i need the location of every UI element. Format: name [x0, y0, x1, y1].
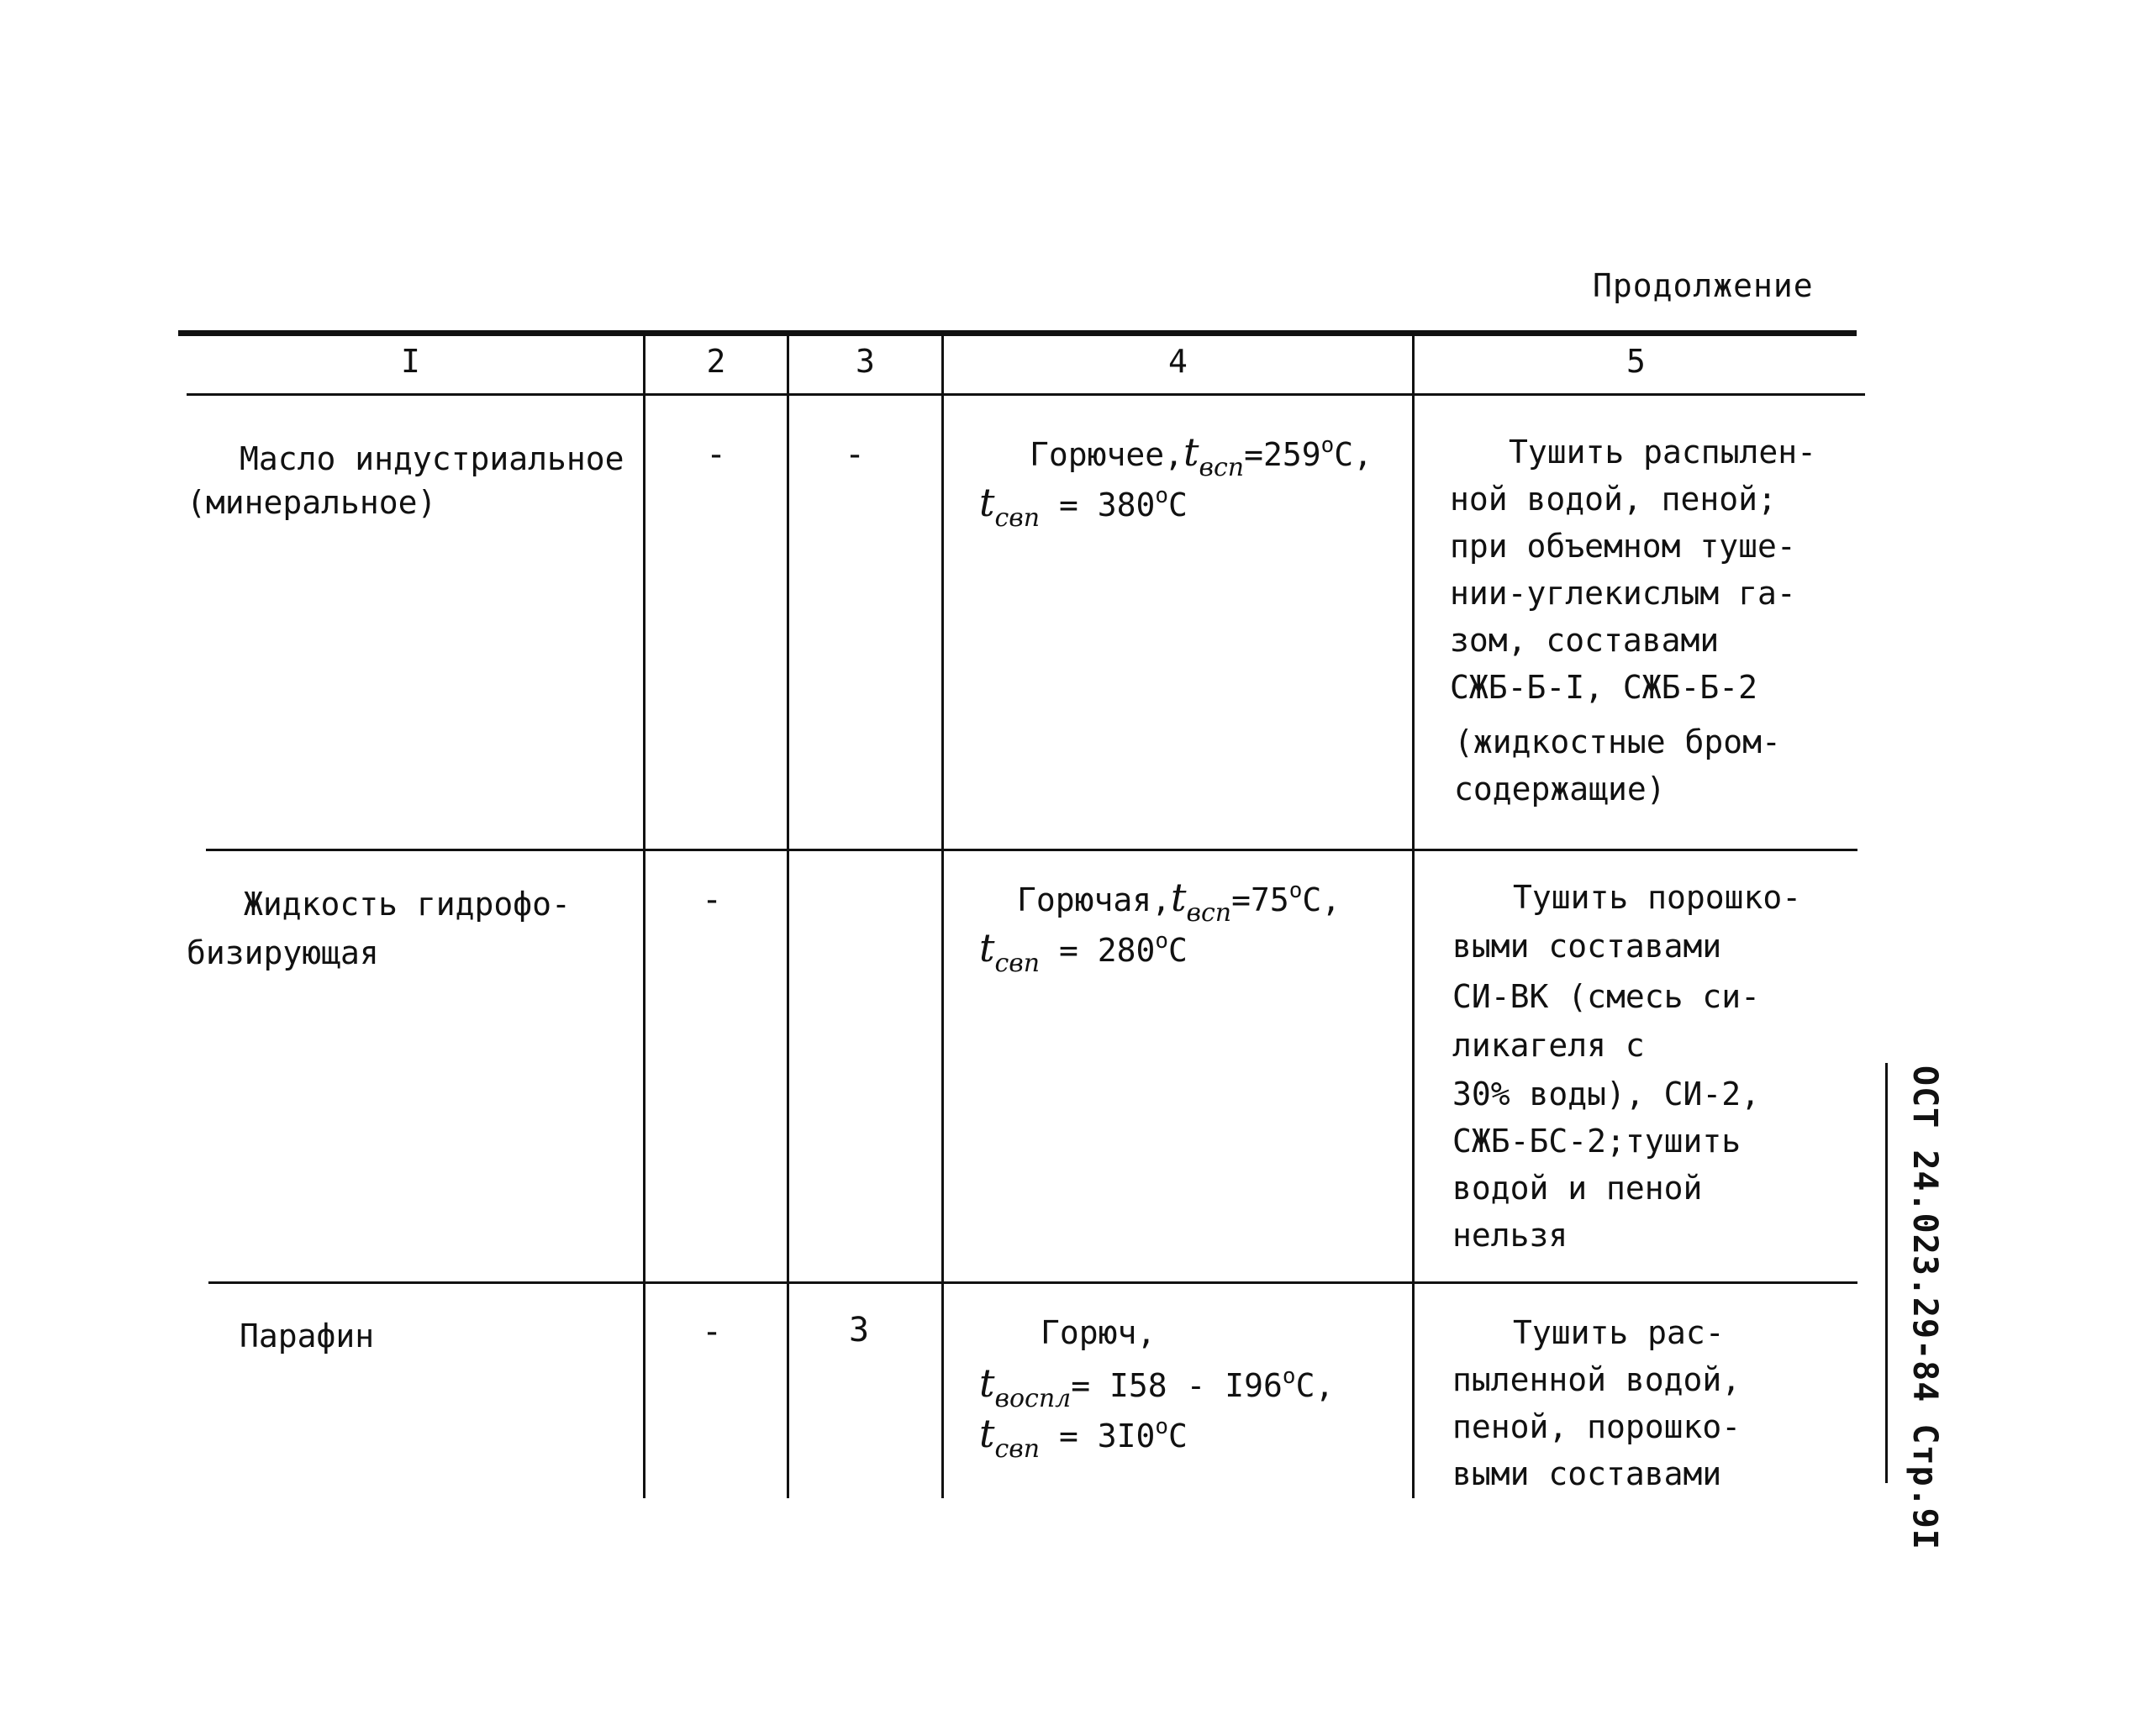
margin-bar — [1885, 1063, 1888, 1483]
row1-col4-line1: $Горючее,t_{всп}=259^oС$, — [1030, 429, 1373, 482]
row1-col5-line3: при объемном туше- — [1450, 528, 1796, 565]
row3-col4-line3: $t_{свп} = 3I0^oС$ — [979, 1411, 1188, 1464]
column-header-1: I — [401, 343, 420, 380]
continuation-label: Продолжение — [1593, 267, 1814, 304]
column-header-3: 3 — [856, 343, 875, 380]
column-divider-2 — [787, 330, 789, 1498]
row-divider-2 — [208, 1281, 1857, 1284]
row2-col5-line5: 30% воды), СИ-2, — [1452, 1076, 1761, 1113]
document-code — [1895, 1065, 1946, 1550]
row3-col5-line2: пыленной водой, — [1452, 1361, 1741, 1398]
row2-col5-line2: выми составами — [1452, 928, 1722, 965]
row3-col4-line2: $t_{воспл}= I58 - I96^oС$, — [979, 1360, 1335, 1413]
row3-col5-line3: пеной, порошко- — [1452, 1408, 1741, 1445]
row1-col5-line6: СЖБ-Б-I, СЖБ-Б-2 — [1450, 669, 1758, 706]
column-header-2: 2 — [706, 343, 726, 380]
row3-col4-line1: Горюч, — [1041, 1314, 1157, 1351]
row1-col3: - — [845, 435, 866, 474]
row1-col4-line2: $t_{свп} = 380^oС$ — [979, 480, 1188, 533]
row2-col2: - — [702, 881, 723, 919]
row2-col5-line7: водой и пеной — [1452, 1170, 1703, 1207]
row2-col5-line4: ликагеля с — [1452, 1027, 1645, 1064]
column-divider-3 — [941, 330, 944, 1498]
table-top-rule — [178, 330, 1857, 336]
row1-col5-line5: зом, составами — [1450, 622, 1720, 659]
column-header-5: 5 — [1626, 343, 1646, 380]
row3-col2: - — [702, 1313, 723, 1351]
row2-name-line2: бизирующая — [187, 934, 379, 971]
column-divider-1 — [643, 330, 645, 1498]
row2-col5-line6: СЖБ-БС-2;тушить — [1452, 1123, 1741, 1160]
row1-col5-line1: Тушить распылен- — [1509, 434, 1817, 471]
row2-col5-line3: СИ-ВК (смесь си- — [1452, 978, 1761, 1015]
row1-name-line2: (минеральное) — [187, 484, 437, 521]
document-code-text: ОСТ 24.023.29-84 Стр.9I — [1905, 1065, 1944, 1550]
column-header-4: 4 — [1168, 343, 1188, 380]
row1-col2: - — [706, 435, 727, 474]
row1-col5-line7: (жидкостные бром- — [1454, 723, 1781, 760]
row2-col4-line2: $t_{свп} = 280^oС$ — [979, 925, 1188, 978]
row3-col3: 3 — [849, 1311, 870, 1349]
row3-col5-line4: выми составами — [1452, 1455, 1722, 1492]
column-divider-4 — [1412, 330, 1415, 1498]
row2-col4-line1: $Горючая,t_{всп}=75^oС$, — [1017, 875, 1341, 928]
row3-name-line1: Парафин — [240, 1318, 375, 1355]
row3-col5-line1: Тушить рас- — [1513, 1314, 1725, 1351]
row1-name-line1: Масло индустриальное — [240, 440, 624, 477]
row1-col5-line2: ной водой, пеной; — [1450, 481, 1777, 518]
table-header-rule — [187, 393, 1865, 396]
row2-col5-line8: нельзя — [1452, 1217, 1568, 1254]
row1-col5-line4: нии-углекислым га- — [1450, 575, 1796, 612]
row2-col5-line1: Тушить порошко- — [1513, 879, 1802, 916]
row1-col5-line8: содержащие) — [1454, 771, 1666, 808]
row-divider-1 — [206, 849, 1857, 851]
row2-name-line1: Жидкость гидрофо- — [244, 886, 571, 923]
